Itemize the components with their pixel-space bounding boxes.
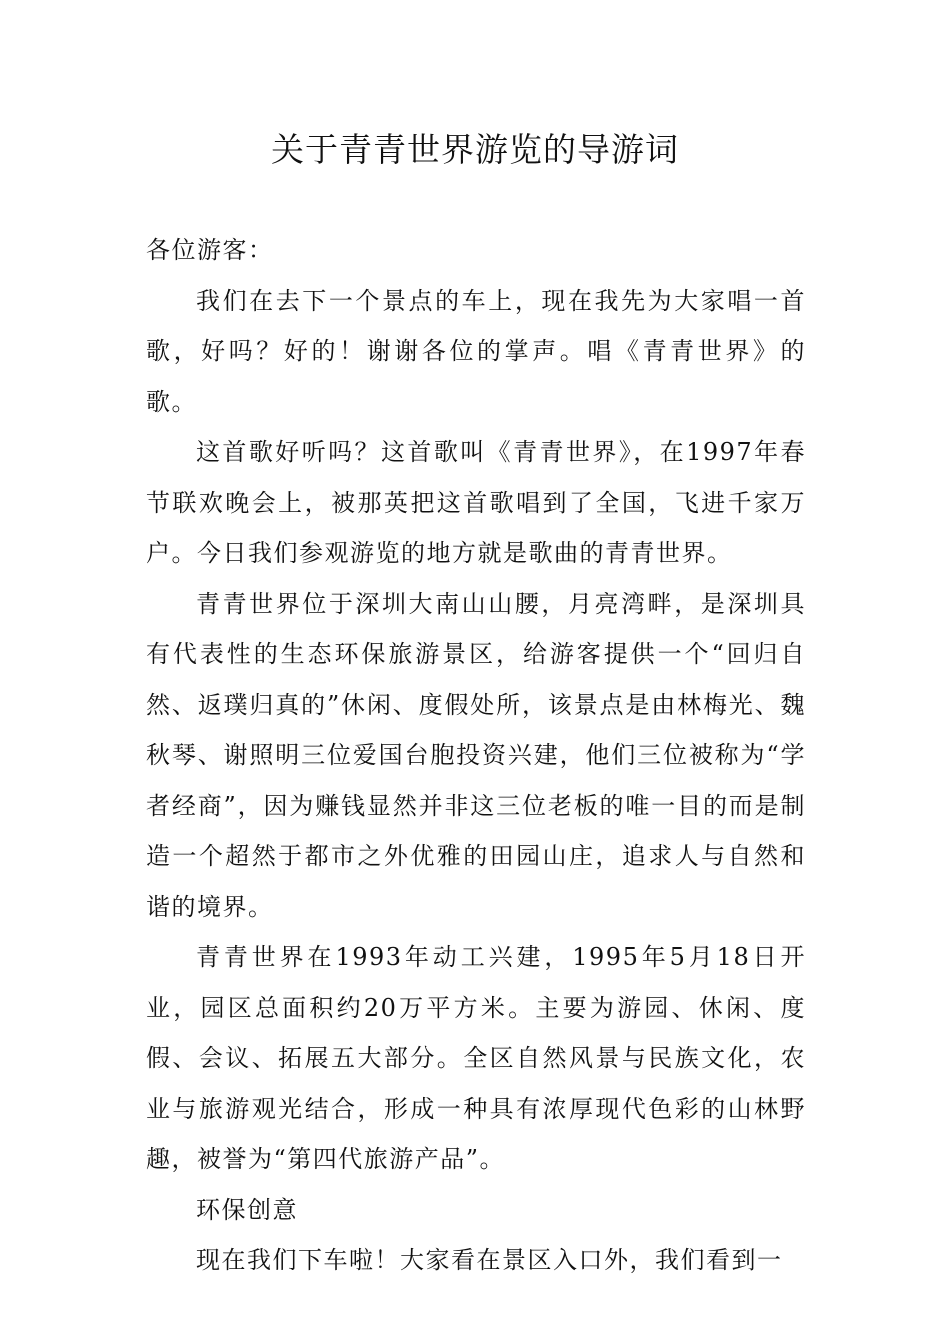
- document-title: 关于青青世界游览的导游词: [271, 130, 679, 169]
- paragraph-history: 青青世界在1993年动工兴建，1995年5月18日开业，园区总面积约20万平方米。主要为游园、休闲、度假、会议、拓展五大部分。全区自然风景与民族文化，农业与旅游观光结合，形成一种具有浓厚现代色彩的山林野趣，被誉为“第四代旅游产品”。: [146, 943, 806, 1173]
- paragraph-song-intro: 我们在去下一个景点的车上，现在我先为大家唱一首歌，好吗？好的！谢谢各位的掌声。唱《青青世界》的歌。: [146, 286, 806, 416]
- section-heading: 环保创意: [196, 1195, 298, 1224]
- paragraph-location: 青青世界位于深圳大南山山腰，月亮湾畔，是深圳具有代表性的生态环保旅游景区，给游客提供一个“回归自然、返璞归真的”休闲、度假处所，该景点是由林梅光、魏秋琴、谢照明三位爱国台胞投资兴建，他们三位被称为“学者经商”，因为赚钱显然并非这三位老板的唯一目的而是制造一个超然于都市之外优雅的田园山庄，追求人与自然和谐的境界。: [146, 589, 806, 921]
- paragraph-salutation: 各位游客：: [146, 236, 274, 264]
- paragraph-arrival: 现在我们下车啦！大家看在景区入口外，我们看到一: [196, 1246, 783, 1274]
- paragraph-song-story: 这首歌好听吗？这首歌叫《青青世界》，在1997年春节联欢晚会上，被那英把这首歌唱到了全国，飞进千家万户。今日我们参观游览的地方就是歌曲的青青世界。: [146, 438, 806, 567]
- document-body: [146, 225, 806, 1286]
